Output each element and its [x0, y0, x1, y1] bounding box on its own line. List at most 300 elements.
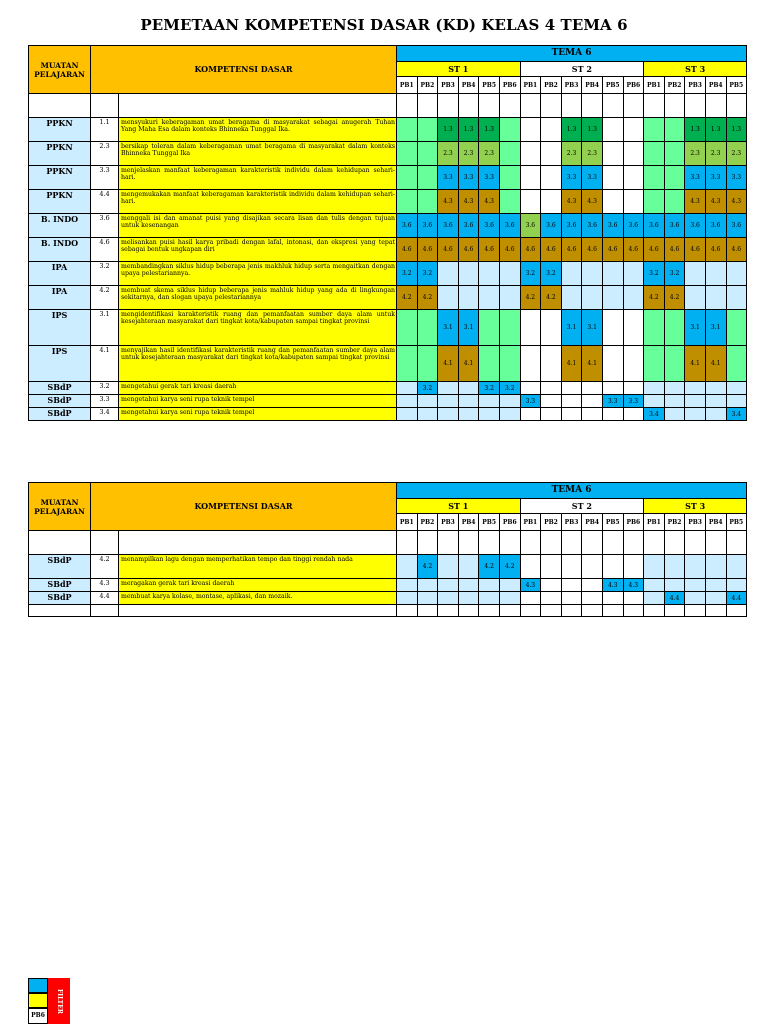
pb-cell: 3.2: [499, 382, 520, 395]
pb-cell: [726, 395, 747, 408]
pb-cell: [664, 142, 685, 166]
blank-cell: [438, 94, 459, 118]
pb-cell: 2.3: [726, 142, 747, 166]
mapel-cell: PPKN: [29, 166, 91, 190]
pb-cell: [602, 262, 623, 286]
pb-header: PB4: [705, 514, 726, 531]
pb-cell: [479, 395, 500, 408]
blank-cell: [602, 531, 623, 555]
pb-header: PB1: [644, 514, 665, 531]
kd-number: 4.2: [91, 286, 119, 310]
pb-cell: [623, 382, 644, 395]
blank-cell: [582, 605, 603, 617]
pb-cell: 1.3: [685, 118, 706, 142]
pb-cell: 3.1: [705, 310, 726, 346]
pb-cell: 4.6: [726, 238, 747, 262]
st1-header: ST 1: [397, 499, 521, 514]
pb-cell: [499, 118, 520, 142]
blank-cell: [119, 605, 397, 617]
pb-cell: [664, 395, 685, 408]
pb-cell: [582, 555, 603, 579]
pb-cell: [520, 592, 541, 605]
kd-row: [29, 579, 747, 592]
kd-description: mengidentifikasi karakteristik ruang dan pemanfaatan sumber daya alam untuk kesejahteraan masyarakat dari tingkat kota/kabupaten sampai tingkat provinsi: [119, 310, 397, 346]
pb-cell: 4.2: [644, 286, 665, 310]
pb-header: PB2: [664, 77, 685, 94]
pb-header: PB2: [541, 77, 562, 94]
pb-cell: [664, 382, 685, 395]
pb-cell: 3.3: [582, 166, 603, 190]
legend-yellow-swatch: [28, 993, 48, 1008]
pb-cell: [623, 592, 644, 605]
pb-cell: 4.3: [582, 190, 603, 214]
pb-cell: [623, 190, 644, 214]
pb-cell: 4.3: [705, 190, 726, 214]
pb-cell: [479, 346, 500, 382]
kd-description: menampilkan lagu dengan memperhatikan tempo dan tinggi rendah nada: [119, 555, 397, 579]
pb-cell: [520, 310, 541, 346]
blank-cell: [541, 94, 562, 118]
pb-cell: [602, 382, 623, 395]
kd-description: melisankan puisi hasil karya pribadi dengan lafal, intonasi, dan ekspresi yang tepat sebagai bentuk ungkapan diri: [119, 238, 397, 262]
pb-cell: 3.2: [520, 262, 541, 286]
page-title: PEMETAAN KOMPETENSI DASAR (KD) KELAS 4 TEMA 6: [140, 16, 628, 34]
blank-cell: [458, 605, 479, 617]
pb-cell: [520, 118, 541, 142]
pb-cell: 3.6: [541, 214, 562, 238]
pb-cell: [664, 190, 685, 214]
blank-cell: [726, 605, 747, 617]
mapel-cell: SBdP: [29, 555, 91, 579]
pb-header: PB5: [602, 77, 623, 94]
pb-cell: 3.2: [397, 262, 418, 286]
kd-description: membandingkan siklus hidup beberapa jenis makhluk hidup serta mengaitkan dengan upaya pelestariannya.: [119, 262, 397, 286]
kd-row: [29, 142, 747, 166]
kd-description: meragakan gerak tari kreasi daerah: [119, 579, 397, 592]
pb-cell: [417, 408, 438, 421]
pb-cell: [438, 382, 459, 395]
pb-cell: 2.3: [685, 142, 706, 166]
mapel-cell: IPA: [29, 262, 91, 286]
pb-header: PB3: [438, 77, 459, 94]
pb-cell: [499, 190, 520, 214]
pb-cell: 3.3: [602, 395, 623, 408]
pb-cell: [561, 382, 582, 395]
pb-cell: 4.2: [664, 286, 685, 310]
kd-row: [29, 238, 747, 262]
pb-cell: 4.3: [438, 190, 459, 214]
pb-cell: [623, 346, 644, 382]
pb-cell: [664, 579, 685, 592]
pb-cell: 4.3: [602, 579, 623, 592]
pb-cell: [479, 579, 500, 592]
pb-cell: [458, 592, 479, 605]
pb-cell: 3.2: [644, 262, 665, 286]
pb-cell: [582, 286, 603, 310]
pb-cell: [623, 555, 644, 579]
blank-cell: [417, 605, 438, 617]
pb-cell: [664, 118, 685, 142]
pb-cell: 3.3: [726, 166, 747, 190]
pb-cell: [685, 592, 706, 605]
pb-cell: [685, 382, 706, 395]
pb-cell: 4.2: [417, 286, 438, 310]
pb-cell: 4.6: [541, 238, 562, 262]
pb-header: PB5: [479, 77, 500, 94]
pb-cell: 3.4: [644, 408, 665, 421]
mapel-header: MUATAN PELAJARAN: [29, 46, 91, 94]
pb-cell: [438, 592, 459, 605]
blank-cell: [91, 605, 119, 617]
pb-cell: [417, 166, 438, 190]
pb-cell: [664, 555, 685, 579]
pb-cell: [726, 310, 747, 346]
pb-cell: [499, 262, 520, 286]
pb-cell: [438, 286, 459, 310]
pb-cell: [479, 310, 500, 346]
pb-cell: 4.6: [479, 238, 500, 262]
pb-cell: 3.1: [685, 310, 706, 346]
blank-cell: [29, 605, 91, 617]
pb-cell: [397, 382, 418, 395]
pb-header: PB1: [397, 77, 418, 94]
pb-header: PB6: [499, 77, 520, 94]
kd-description: menyajikan hasil identifikasi karakteristik ruang dan pemanfaatan sumber daya alam untuk kesejahteraan masyarakat dari tingkat kota/kabupaten sampai tingkat provinsi: [119, 346, 397, 382]
pb-cell: [705, 262, 726, 286]
blank-cell: [644, 531, 665, 555]
blank-cell: [479, 605, 500, 617]
kd-row: [29, 190, 747, 214]
blank-cell: [29, 531, 91, 555]
blank-cell: [520, 531, 541, 555]
pb-header: PB2: [541, 514, 562, 531]
pb-cell: 3.3: [458, 166, 479, 190]
pb-cell: 3.6: [438, 214, 459, 238]
pb-header: PB2: [664, 514, 685, 531]
pb-cell: [417, 190, 438, 214]
pb-cell: [705, 408, 726, 421]
pb-cell: 4.6: [582, 238, 603, 262]
tema-header: TEMA 6: [397, 46, 747, 62]
pb-cell: [541, 395, 562, 408]
pb-cell: [685, 579, 706, 592]
mapel-cell: SBdP: [29, 592, 91, 605]
pb-cell: [726, 346, 747, 382]
pb-cell: 3.3: [479, 166, 500, 190]
pb-cell: [561, 592, 582, 605]
pb-cell: [541, 579, 562, 592]
pb-header: PB4: [705, 77, 726, 94]
blank-cell: [705, 531, 726, 555]
pb-cell: [397, 310, 418, 346]
pb-cell: [623, 408, 644, 421]
pb-cell: [397, 118, 418, 142]
pb-header: PB1: [644, 77, 665, 94]
pb-cell: [479, 408, 500, 421]
pb-cell: [397, 142, 418, 166]
pb-cell: [417, 579, 438, 592]
kd-row: [29, 118, 747, 142]
pb-cell: 4.6: [499, 238, 520, 262]
pb-cell: [602, 118, 623, 142]
blank-cell: [644, 94, 665, 118]
legend-blue-swatch: [28, 978, 48, 993]
pb-cell: [541, 142, 562, 166]
pb-cell: [685, 408, 706, 421]
kd-number: 2.3: [91, 142, 119, 166]
pb-cell: 4.6: [623, 238, 644, 262]
pb-cell: 3.6: [644, 214, 665, 238]
pb-cell: 4.4: [726, 592, 747, 605]
pb-cell: [541, 310, 562, 346]
pb-cell: [499, 408, 520, 421]
pb-cell: [623, 262, 644, 286]
pb-cell: [644, 346, 665, 382]
pb-cell: [705, 579, 726, 592]
pb-cell: 4.6: [438, 238, 459, 262]
pb-cell: 3.1: [561, 310, 582, 346]
blank-cell: [499, 531, 520, 555]
pb-cell: 4.6: [705, 238, 726, 262]
pb-cell: [520, 190, 541, 214]
pb-header: PB5: [479, 514, 500, 531]
pb-cell: [397, 166, 418, 190]
pb-cell: [499, 286, 520, 310]
kd-description: menggali isi dan amanat puisi yang disajikan secara lisan dan tulis dengan tujuan untuk kesenangan: [119, 214, 397, 238]
pb-cell: 4.6: [458, 238, 479, 262]
pb-cell: 4.6: [520, 238, 541, 262]
kd-description: mengetahui karya seni rupa teknik tempel: [119, 395, 397, 408]
pb-header: PB4: [458, 514, 479, 531]
pb-cell: 4.3: [623, 579, 644, 592]
kd-row: [29, 592, 747, 605]
pb-cell: [458, 579, 479, 592]
mapel-cell: SBdP: [29, 395, 91, 408]
st2-header: ST 2: [520, 62, 644, 77]
blank-cell: [602, 94, 623, 118]
blank-cell: [644, 605, 665, 617]
blank-cell: [685, 531, 706, 555]
blank-cell: [458, 94, 479, 118]
blank-cell: [582, 94, 603, 118]
pb-cell: 3.1: [582, 310, 603, 346]
pb-cell: 3.6: [664, 214, 685, 238]
pb-header: PB3: [561, 514, 582, 531]
pb-cell: [479, 262, 500, 286]
kd-description: menjelaskan manfaat keberagaman karakteristik individu dalam kehidupan sehari-hari.: [119, 166, 397, 190]
pb-cell: 3.6: [602, 214, 623, 238]
pb-cell: [458, 286, 479, 310]
pb-cell: [438, 395, 459, 408]
pb-cell: [726, 286, 747, 310]
blank-cell: [29, 94, 91, 118]
pb-cell: [644, 310, 665, 346]
blank-cell: [623, 531, 644, 555]
pb-cell: [623, 286, 644, 310]
tema-header: TEMA 6: [397, 483, 747, 499]
pb-cell: 1.3: [438, 118, 459, 142]
pb-cell: 1.3: [561, 118, 582, 142]
pb-cell: [582, 592, 603, 605]
blank-cell: [541, 605, 562, 617]
blank-cell: [685, 94, 706, 118]
st3-header: ST 3: [644, 62, 747, 77]
pb-cell: [705, 382, 726, 395]
blank-cell: [520, 605, 541, 617]
pb-cell: [397, 592, 418, 605]
kd-mapping-table-2: [28, 482, 747, 617]
pb-cell: [458, 555, 479, 579]
blank-cell: [705, 605, 726, 617]
mapel-cell: B. INDO: [29, 238, 91, 262]
pb-cell: 3.2: [479, 382, 500, 395]
pb-cell: 3.3: [561, 166, 582, 190]
blank-cell: [119, 94, 397, 118]
pb-header: PB6: [623, 514, 644, 531]
st1-header: ST 1: [397, 62, 521, 77]
blank-cell: [561, 531, 582, 555]
legend-pb-label: PB6: [28, 1008, 48, 1024]
pb-cell: 4.1: [438, 346, 459, 382]
pb-header: PB4: [458, 77, 479, 94]
blank-cell: [479, 94, 500, 118]
kd-description: mensyukuri keberagaman umat beragama di masyarakat sebagai anugerah Tuhan Yang Maha Esa dalam konteks Bhinneka Tunggal Ika.: [119, 118, 397, 142]
pb-cell: [602, 286, 623, 310]
blank-cell: [499, 94, 520, 118]
pb-cell: [685, 262, 706, 286]
blank-cell: [417, 94, 438, 118]
blank-cell: [91, 94, 119, 118]
pb-cell: 3.6: [685, 214, 706, 238]
pb-cell: [561, 579, 582, 592]
kd-description: mengetahui karya seni rupa teknik tempel: [119, 408, 397, 421]
kd-number: 3.3: [91, 395, 119, 408]
pb-cell: [458, 408, 479, 421]
pb-cell: [397, 190, 418, 214]
pb-cell: [520, 346, 541, 382]
kd-number: 4.4: [91, 592, 119, 605]
pb-cell: [417, 592, 438, 605]
blank-cell: [726, 531, 747, 555]
pb-header: PB3: [685, 77, 706, 94]
kd-number: 1.1: [91, 118, 119, 142]
kd-row: [29, 555, 747, 579]
pb-cell: [561, 286, 582, 310]
pb-cell: [541, 555, 562, 579]
pb-cell: 3.2: [417, 262, 438, 286]
pb-cell: [664, 166, 685, 190]
kd-row: [29, 262, 747, 286]
pb-cell: [499, 592, 520, 605]
pb-cell: [644, 142, 665, 166]
kd-number: 3.3: [91, 166, 119, 190]
pb-cell: 2.3: [479, 142, 500, 166]
kd-number: 3.2: [91, 262, 119, 286]
pb-cell: 2.3: [458, 142, 479, 166]
blank-cell: [397, 94, 418, 118]
blank-cell: [664, 94, 685, 118]
pb-cell: 3.6: [623, 214, 644, 238]
pb-cell: [541, 166, 562, 190]
pb-cell: [644, 395, 665, 408]
blank-cell: [520, 94, 541, 118]
kd-description: membuat karya kolase, montase, aplikasi, dan mozaik.: [119, 592, 397, 605]
pb-header: PB3: [685, 514, 706, 531]
pb-cell: 4.6: [561, 238, 582, 262]
blank-cell: [602, 605, 623, 617]
pb-cell: [644, 579, 665, 592]
pb-cell: [602, 408, 623, 421]
blank-cell: [664, 531, 685, 555]
pb-cell: [417, 310, 438, 346]
pb-cell: 3.2: [541, 262, 562, 286]
pb-header: PB4: [582, 514, 603, 531]
pb-cell: [602, 592, 623, 605]
pb-cell: [726, 382, 747, 395]
filter-button[interactable]: FILTER: [48, 978, 70, 1024]
pb-cell: [685, 286, 706, 310]
pb-cell: [726, 262, 747, 286]
mapel-header: MUATAN PELAJARAN: [29, 483, 91, 531]
pb-cell: 4.3: [479, 190, 500, 214]
pb-cell: 3.2: [417, 382, 438, 395]
pb-cell: [561, 555, 582, 579]
pb-cell: [397, 395, 418, 408]
pb-header: PB1: [397, 514, 418, 531]
kd-row: [29, 346, 747, 382]
kd-number: 3.4: [91, 408, 119, 421]
pb-cell: [438, 579, 459, 592]
pb-cell: [685, 395, 706, 408]
pb-cell: [499, 395, 520, 408]
pb-cell: [397, 579, 418, 592]
pb-cell: 4.6: [685, 238, 706, 262]
pb-header: PB6: [623, 77, 644, 94]
pb-cell: 3.3: [520, 395, 541, 408]
kd-row: [29, 408, 747, 421]
mapel-cell: SBdP: [29, 382, 91, 395]
pb-cell: [397, 555, 418, 579]
pb-cell: [623, 310, 644, 346]
pb-cell: [561, 395, 582, 408]
pb-cell: [602, 555, 623, 579]
pb-cell: [541, 118, 562, 142]
pb-cell: [438, 262, 459, 286]
pb-cell: 1.3: [582, 118, 603, 142]
pb-cell: 1.3: [705, 118, 726, 142]
pb-cell: [458, 382, 479, 395]
kd-row: [29, 286, 747, 310]
pb-cell: 4.2: [541, 286, 562, 310]
mapel-cell: SBdP: [29, 408, 91, 421]
blank-cell: [726, 94, 747, 118]
kd-mapping-table-1: [28, 45, 747, 421]
mapel-cell: IPS: [29, 310, 91, 346]
st2-header: ST 2: [520, 499, 644, 514]
pb-header: PB3: [438, 514, 459, 531]
pb-cell: [582, 262, 603, 286]
pb-cell: 3.3: [705, 166, 726, 190]
blank-cell: [499, 605, 520, 617]
pb-cell: [664, 346, 685, 382]
pb-cell: [397, 408, 418, 421]
blank-cell: [397, 605, 418, 617]
mapel-cell: PPKN: [29, 190, 91, 214]
blank-cell: [541, 531, 562, 555]
pb-cell: 4.3: [458, 190, 479, 214]
pb-cell: [602, 142, 623, 166]
st3-header: ST 3: [644, 499, 747, 514]
